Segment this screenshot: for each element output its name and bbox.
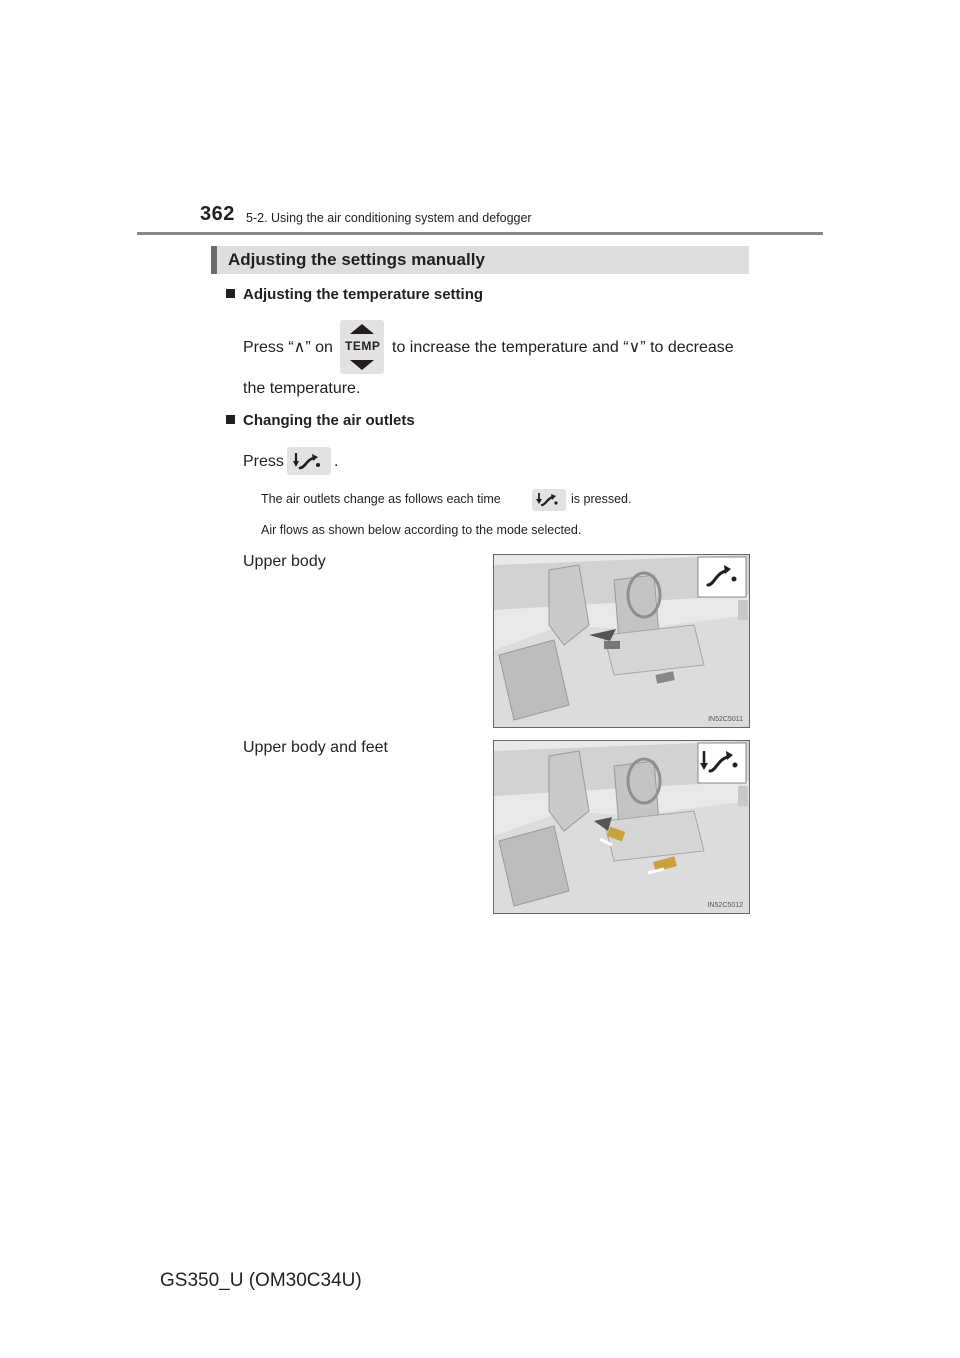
temperature-text-after: to increase the temperature and “∨” to decrease (392, 339, 734, 356)
temp-button-label: TEMP (345, 339, 381, 353)
square-bullet-icon (226, 289, 235, 298)
figure-code: IN52C5012 (707, 902, 743, 909)
outlets-press-period: . (334, 453, 339, 470)
header-rule (137, 232, 823, 235)
section-label: 5-2. Using the air conditioning system and defogger (246, 211, 532, 225)
airflow-mode-button-icon (287, 447, 331, 475)
temperature-heading-text: Adjusting the temperature setting (243, 286, 484, 303)
airflow-mode-icon (532, 489, 566, 511)
outlets-heading-text: Changing the air outlets (243, 412, 415, 429)
airflow-mode-icon (287, 447, 331, 475)
outlets-note1-before: The air outlets change as follows each time (261, 492, 501, 506)
airflow-mode-button-icon-small (532, 489, 566, 511)
outlets-note1-after: is pressed. (571, 492, 632, 506)
outlets-note2: Air flows as shown below according to the mode selected. (261, 523, 582, 537)
temperature-text-before: Press “∧” on (243, 339, 333, 356)
page-number: 362 (200, 203, 235, 225)
outlets-heading (226, 412, 415, 429)
figure-code: IN52C5011 (708, 716, 743, 723)
temperature-heading (226, 286, 483, 303)
temp-button-icon (340, 320, 384, 374)
temperature-text-line2: the temperature. (243, 380, 361, 397)
car-interior-illustration (494, 741, 749, 913)
square-bullet-icon (226, 415, 235, 424)
mode-label-upper-body: Upper body (243, 553, 326, 570)
footer-model-code: GS350_U (OM30C34U) (160, 1270, 362, 1291)
car-interior-illustration (494, 555, 749, 727)
section-title: Adjusting the settings manually (228, 250, 485, 269)
outlets-press-text: Press (243, 453, 284, 470)
mode-label-upper-body-feet: Upper body and feet (243, 739, 388, 756)
upper-body-feet-figure (493, 740, 750, 914)
upper-body-figure (493, 554, 750, 728)
section-title-bar (211, 246, 749, 274)
